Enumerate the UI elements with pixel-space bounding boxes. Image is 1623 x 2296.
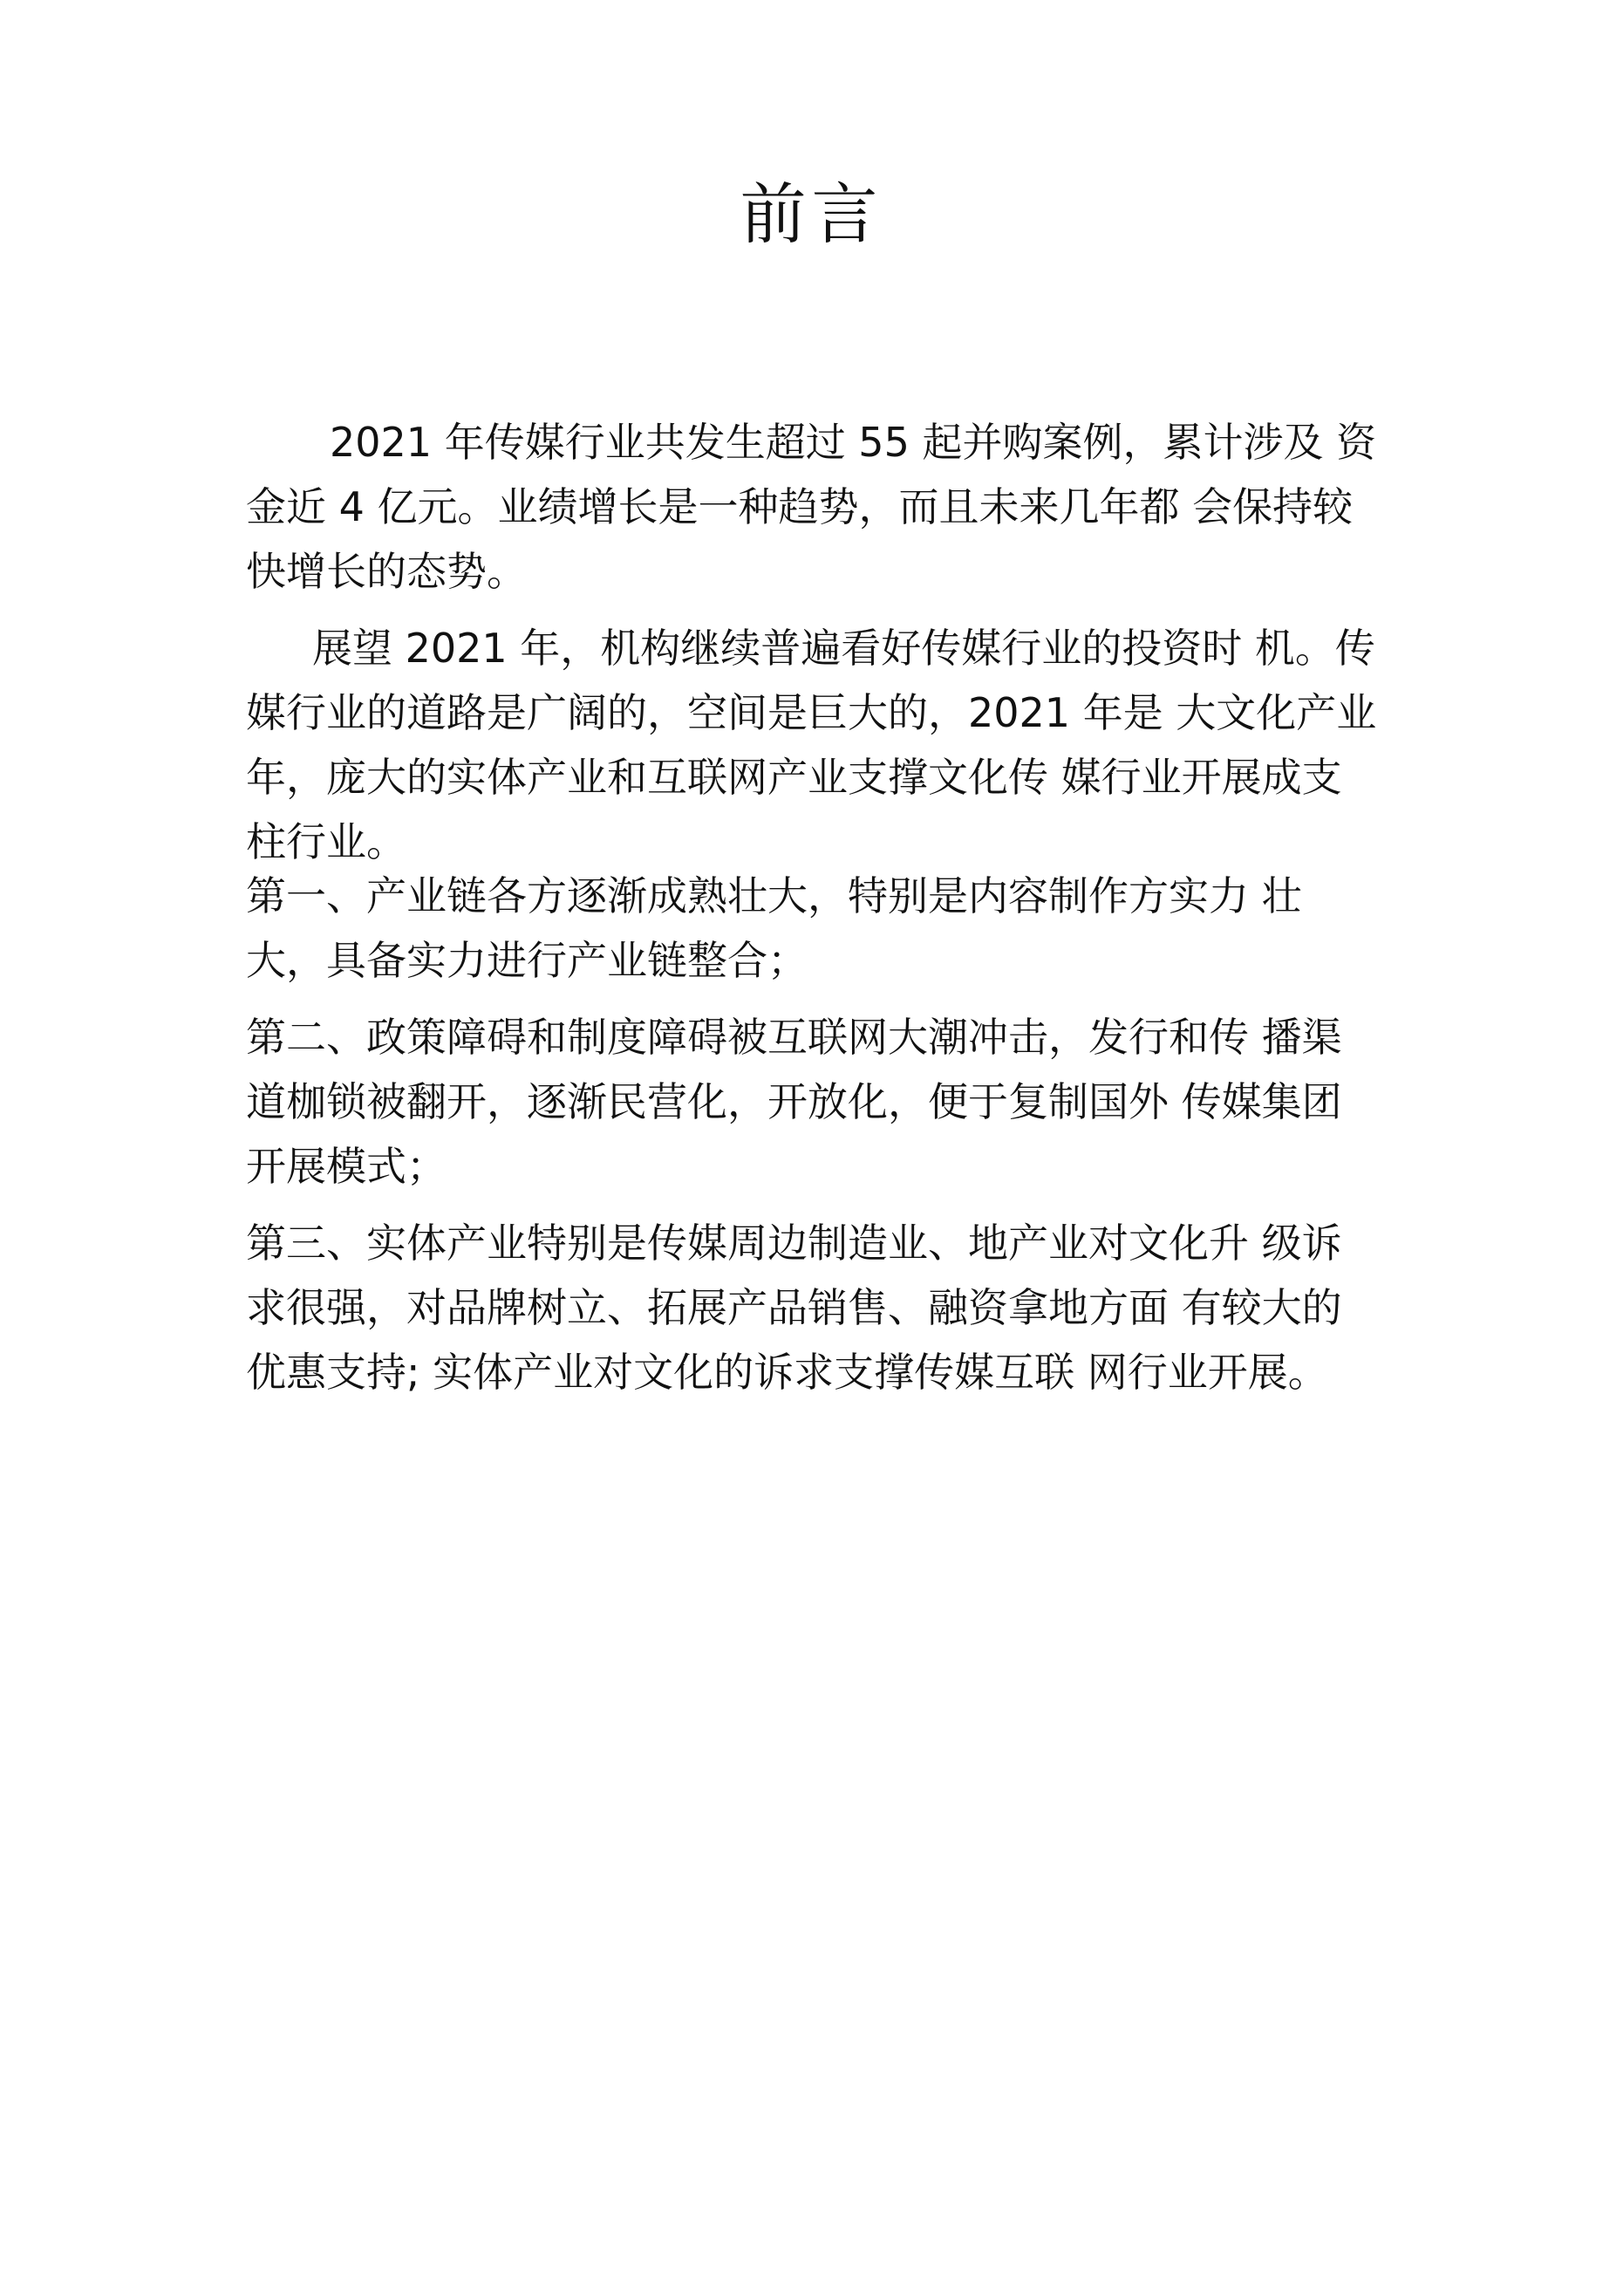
paragraph-intro: 2021 年传媒行业共发生超过 55 起并购案例，累计涉及 资金近 4 亿元。业绩增长是一种趋势，而且未来几年都 会保持较快增长的态势。: [246, 419, 1377, 595]
paragraph-point-one: 第一、产业链各方逐渐成熟壮大，特别是内容制作方实力 壮大，具备实力进行产业链整合；: [246, 872, 1302, 984]
paragraph-point-three: 第三、实体产业特别是传媒周边制造业、地产业对文化升 级诉求很强，对品牌树立、拓展产品销售、融资拿地方面 有较大的优惠支持; 实体产业对文化的诉求支撑传媒互联 网行业开展。: [246, 1220, 1342, 1396]
page-title: 前言: [740, 175, 883, 253]
paragraph-point-two: 第二、政策障碍和制度障碍被互联网大潮冲击，发行和传 播渠道枷锁被翻开，逐渐民营化，开放化，便于复制国外 传媒集团开展模式；: [246, 1014, 1342, 1190]
paragraph-outlook: 展望 2021 年，机构继续普遍看好传媒行业的投资时 机。传媒行业的道路是广阔的，空间是巨大的，2021 年是 大文化产业年，庞大的实体产业和互联网产业支撑文化传 媒行业开展成支柱行业。: [246, 625, 1377, 865]
